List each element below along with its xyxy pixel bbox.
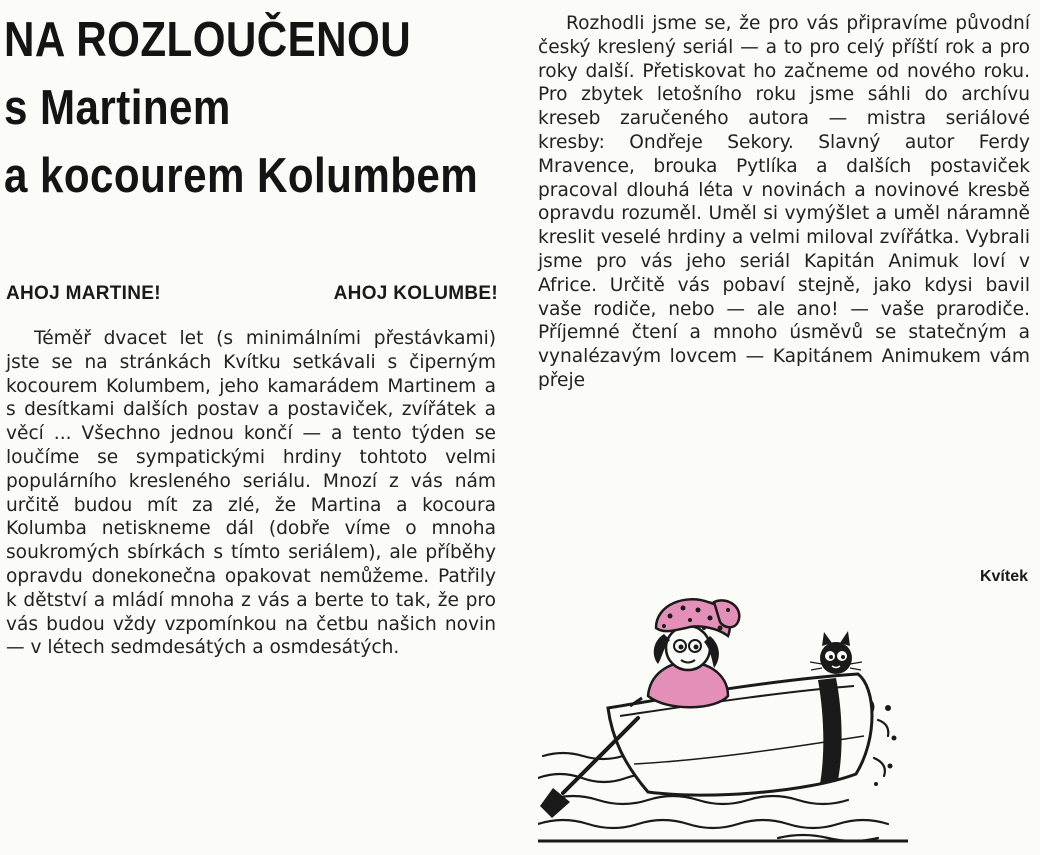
subhead-left: AHOJ MARTINE! <box>6 283 161 304</box>
right-column-text: Rozhodli jsme se, že pro vás připravíme původní český kreslený seriál — a to pro celý příští rok a pro roky další. Přetiskovat ho začneme od nového roku. Pro zbytek letošního roku jsme sáhli do archívu kreseb zaručeného autora — mistra seriálové kresby: Ondřeje Sekory. Slavný autor Ferdy Mravence, brouka Pytlíka a dalších postaviček pracoval dlouhá léta v novinách a novinové kresbě opravdu rozuměl. Uměl si vymýšlet a uměl náramně kreslit veselé hrdiny a velmi miloval zvířátka. Vybrali jsme pro vás jeho seriál Kapitán Animuk loví v Africe. Určitě vás pobaví stejně, jako kdysi bavil vaše rodiče, nebo — ale ano! — vaše prarodiče. Příjemné čtení a mnoho úsměvů se statečným a vynalézavým lovcem — Kapitánem Animukem vám přeje <box>538 13 1030 391</box>
headline-line-1: NA ROZLOUČENOU <box>4 13 412 67</box>
left-column-text: Téměř dvacet let (s minimálními přestávkami) jste se na stránkách Kvítku setkávali s čiperným kocourem Kolumbem, jeho kamarádem Martinem a s desítkami dalších postav a postaviček, zvířátek a věcí ... Všechno jednou končí — a tento týden se loučíme se sympatickými hrdiny tohtoto velmi populárního kresleného seriálu. Mnozí z vás nám určitě budou mít za zlé, že Martina a kocoura Kolumba netiskneme dál (dobře víme o mnoha soukromých sbírkách s tímto seriálem), ale příběhy opravdu donekonečna opakovat nemůžeme. Patřily k dětství a mládí mnoha z vás a berte to tak, že pro vás budou vždy vzpomínkou na četbu našich novin — v létech sedmdesátých a osmdesátých. <box>6 328 496 659</box>
subhead-right: AHOJ KOLUMBE! <box>333 283 498 304</box>
signature: Kvítek <box>979 568 1028 585</box>
headline-line-3: a kocourem Kolumbem <box>4 149 479 203</box>
cat-character <box>810 631 862 674</box>
headline <box>4 6 479 210</box>
girl-character <box>630 599 739 707</box>
headline-line-2: s Martinem <box>4 81 231 135</box>
boat-cartoon-illustration <box>538 588 908 843</box>
subheads <box>6 283 498 305</box>
